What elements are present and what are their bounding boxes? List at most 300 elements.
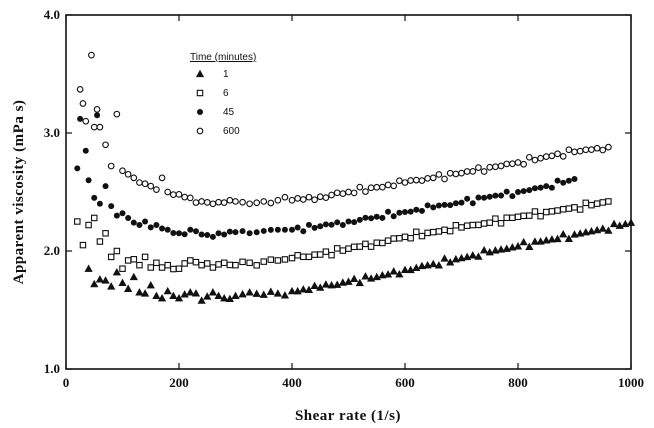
point-series-600: [363, 189, 369, 195]
point-series-600: [329, 192, 335, 198]
point-series-45: [362, 215, 368, 221]
point-series-45: [532, 185, 538, 191]
point-series-600: [176, 192, 182, 198]
point-series-1: [246, 289, 253, 295]
point-series-600: [470, 169, 476, 175]
point-series-600: [154, 187, 160, 193]
point-series-6: [318, 252, 323, 257]
point-series-600: [171, 192, 177, 198]
point-series-6: [92, 215, 97, 220]
point-series-6: [453, 223, 458, 228]
point-series-600: [89, 52, 95, 58]
point-series-600: [312, 197, 318, 203]
point-series-600: [430, 175, 436, 181]
point-series-600: [142, 181, 148, 187]
point-series-600: [282, 194, 288, 200]
point-series-45: [408, 209, 414, 215]
point-series-600: [606, 144, 612, 150]
point-series-6: [125, 258, 130, 263]
point-series-45: [475, 194, 481, 200]
point-series-45: [323, 221, 329, 227]
point-series-6: [268, 257, 273, 262]
point-series-1: [627, 219, 634, 225]
point-series-45: [402, 209, 408, 215]
point-series-45: [142, 219, 148, 225]
point-series-600: [385, 182, 391, 188]
point-series-600: [254, 200, 260, 206]
point-series-600: [120, 168, 126, 174]
point-series-6: [402, 234, 407, 239]
point-series-6: [240, 259, 245, 264]
point-series-600: [487, 164, 493, 170]
point-series-600: [108, 163, 114, 169]
point-series-45: [572, 176, 578, 182]
point-series-45: [419, 208, 425, 214]
point-series-6: [193, 259, 198, 264]
point-series-6: [120, 266, 125, 271]
point-series-1: [281, 292, 288, 298]
point-series-45: [442, 202, 448, 208]
point-series-600: [560, 154, 566, 160]
point-series-6: [594, 201, 599, 206]
point-series-1: [294, 288, 301, 294]
point-series-600: [306, 194, 312, 200]
point-series-45: [153, 222, 159, 228]
point-series-6: [254, 263, 259, 268]
point-series-6: [97, 239, 102, 244]
point-series-6: [464, 223, 469, 228]
point-series-1: [119, 279, 126, 285]
point-series-45: [385, 209, 391, 215]
point-series-1: [153, 292, 160, 298]
point-series-1: [192, 290, 199, 296]
point-series-6: [199, 262, 204, 267]
point-series-45: [396, 210, 402, 216]
point-series-1: [136, 289, 143, 295]
point-series-1: [260, 291, 267, 297]
point-series-45: [91, 195, 97, 201]
point-series-600: [521, 161, 527, 167]
point-series-1: [147, 282, 154, 288]
point-series-45: [74, 165, 80, 171]
point-series-1: [610, 220, 617, 226]
point-series-45: [374, 214, 380, 220]
point-series-45: [549, 185, 555, 191]
point-series-45: [425, 202, 431, 208]
point-series-45: [247, 230, 253, 236]
legend-label-6: 6: [223, 88, 229, 99]
point-series-6: [289, 255, 294, 260]
point-series-600: [295, 196, 301, 202]
point-series-1: [142, 290, 149, 296]
legend-marker-45: [197, 109, 203, 115]
point-series-45: [346, 219, 352, 225]
point-series-1: [125, 285, 132, 291]
legend-marker-6: [197, 90, 202, 95]
point-series-45: [300, 228, 306, 234]
y-tick-label: 3.0: [43, 125, 60, 140]
point-series-6: [233, 262, 238, 267]
point-series-1: [560, 231, 567, 237]
point-series-600: [210, 201, 216, 207]
point-series-600: [261, 199, 267, 205]
point-series-6: [459, 225, 464, 230]
point-series-6: [448, 228, 453, 233]
point-series-45: [464, 196, 470, 202]
point-series-1: [351, 275, 358, 281]
point-series-600: [323, 195, 329, 201]
point-series-600: [97, 124, 103, 130]
legend-label-600: 600: [223, 126, 240, 137]
point-series-1: [253, 290, 260, 296]
point-series-600: [268, 200, 274, 206]
point-series-6: [538, 213, 543, 218]
point-series-45: [317, 223, 323, 229]
point-series-45: [357, 217, 363, 223]
point-series-6: [600, 200, 605, 205]
point-series-6: [374, 240, 379, 245]
point-series-6: [606, 199, 611, 204]
point-series-600: [510, 161, 516, 167]
point-series-600: [346, 189, 352, 195]
point-series-6: [397, 236, 402, 241]
point-series-1: [300, 286, 307, 292]
point-series-6: [335, 246, 340, 251]
legend-label-1: 1: [223, 69, 229, 80]
point-series-6: [137, 262, 142, 267]
point-series-45: [379, 215, 385, 221]
point-series-6: [487, 220, 492, 225]
legend-label-45: 45: [223, 107, 235, 118]
point-series-600: [504, 161, 510, 167]
point-series-600: [148, 183, 154, 189]
point-series-600: [317, 194, 323, 200]
point-series-600: [408, 178, 414, 184]
point-series-6: [493, 216, 498, 221]
point-series-600: [301, 197, 307, 203]
point-series-45: [566, 178, 572, 184]
point-series-45: [210, 234, 216, 240]
point-series-600: [233, 199, 239, 205]
point-series-6: [75, 219, 80, 224]
point-series-6: [142, 254, 147, 259]
point-series-600: [374, 184, 380, 190]
point-series-45: [351, 219, 357, 225]
point-series-6: [306, 254, 311, 259]
point-series-45: [391, 213, 397, 219]
point-series-6: [275, 258, 280, 263]
point-series-45: [498, 192, 504, 198]
point-series-1: [430, 260, 437, 266]
x-axis-title: Shear rate (1/s): [294, 408, 402, 424]
y-tick-label: 1.0: [43, 361, 60, 376]
point-series-6: [510, 215, 515, 220]
point-series-45: [148, 224, 154, 230]
point-series-6: [476, 222, 481, 227]
point-series-600: [193, 200, 199, 206]
point-series-600: [80, 101, 86, 107]
point-series-45: [240, 228, 246, 234]
point-series-600: [532, 157, 538, 163]
point-series-600: [566, 147, 572, 153]
point-series-600: [447, 170, 453, 176]
point-series-600: [527, 155, 533, 161]
point-series-6: [114, 248, 119, 253]
point-series-600: [165, 189, 171, 195]
point-series-45: [515, 189, 521, 195]
legend-item-45: [197, 107, 235, 118]
point-series-600: [240, 199, 246, 205]
point-series-6: [222, 260, 227, 265]
point-series-6: [380, 240, 385, 245]
point-series-600: [380, 184, 386, 190]
point-series-45: [103, 183, 109, 189]
point-series-600: [453, 171, 459, 177]
point-series-600: [543, 154, 549, 160]
point-series-600: [91, 124, 97, 130]
point-series-600: [459, 170, 465, 176]
point-series-600: [549, 153, 555, 159]
point-series-6: [261, 259, 266, 264]
point-series-45: [470, 200, 476, 206]
point-series-6: [171, 266, 176, 271]
point-series-1: [599, 225, 606, 231]
point-series-6: [555, 208, 560, 213]
legend: [190, 52, 256, 137]
point-series-1: [481, 247, 488, 253]
point-series-6: [329, 252, 334, 257]
point-series-6: [481, 221, 486, 226]
point-series-600: [538, 155, 544, 161]
legend-items: [196, 69, 240, 137]
point-series-600: [131, 175, 137, 181]
point-series-600: [583, 147, 589, 153]
point-series-6: [165, 262, 170, 267]
point-series-6: [323, 249, 328, 254]
point-series-1: [469, 252, 476, 258]
point-series-45: [289, 227, 295, 233]
point-series-6: [504, 215, 509, 220]
point-series-45: [268, 227, 274, 233]
point-series-6: [188, 258, 193, 263]
point-series-6: [176, 266, 181, 271]
point-series-6: [436, 229, 441, 234]
point-series-45: [120, 210, 126, 216]
point-series-6: [515, 214, 520, 219]
point-series-45: [492, 193, 498, 199]
point-series-600: [221, 200, 227, 206]
point-series-6: [216, 262, 221, 267]
point-series-600: [125, 172, 131, 178]
point-series-6: [363, 241, 368, 246]
point-series-45: [504, 189, 510, 195]
point-series-1: [232, 292, 239, 298]
point-series-600: [572, 149, 578, 155]
point-series-6: [532, 209, 537, 214]
point-series-600: [391, 183, 397, 189]
point-series-6: [470, 222, 475, 227]
point-series-600: [247, 201, 253, 207]
point-series-45: [199, 231, 205, 237]
point-series-6: [589, 202, 594, 207]
point-series-45: [538, 185, 544, 191]
point-series-45: [340, 222, 346, 228]
point-series-45: [182, 231, 188, 237]
x-tick-label: 800: [508, 375, 528, 390]
point-series-600: [227, 197, 233, 203]
point-series-45: [447, 202, 453, 208]
data-points: [74, 52, 634, 303]
point-series-45: [125, 215, 131, 221]
point-series-1: [362, 273, 369, 279]
point-series-600: [594, 145, 600, 151]
point-series-45: [329, 222, 335, 228]
point-series-600: [493, 164, 499, 170]
point-series-6: [498, 221, 503, 226]
point-series-1: [187, 289, 194, 295]
point-series-600: [397, 178, 403, 184]
point-series-45: [334, 219, 340, 225]
point-series-600: [357, 184, 363, 190]
point-series-45: [306, 222, 312, 228]
point-series-45: [312, 225, 318, 231]
point-series-600: [419, 178, 425, 184]
point-series-6: [431, 229, 436, 234]
legend-title: Time (minutes): [190, 52, 257, 63]
y-tick-label: 4.0: [43, 7, 60, 22]
point-series-600: [334, 190, 340, 196]
point-series-6: [210, 265, 215, 270]
point-series-1: [503, 245, 510, 251]
point-series-6: [414, 229, 419, 234]
point-series-600: [77, 87, 83, 93]
point-series-6: [227, 262, 232, 267]
point-series-45: [221, 231, 227, 237]
y-axis-title: Apparent viscosity (mPa s): [11, 99, 27, 285]
point-series-45: [555, 178, 561, 184]
point-series-600: [182, 194, 188, 200]
point-series-45: [193, 228, 199, 234]
series-600: [77, 52, 611, 206]
point-series-600: [103, 142, 109, 148]
series-6: [75, 199, 612, 272]
point-series-600: [199, 199, 205, 205]
legend-item-1: [196, 69, 229, 80]
point-series-6: [154, 260, 159, 265]
y-tick-label: 2.0: [43, 243, 60, 258]
point-series-600: [555, 151, 561, 157]
point-series-600: [188, 195, 194, 201]
point-series-6: [182, 261, 187, 266]
point-series-6: [544, 209, 549, 214]
point-series-6: [408, 236, 413, 241]
point-series-600: [83, 118, 89, 124]
point-series-1: [108, 283, 115, 289]
point-series-6: [109, 254, 114, 259]
point-series-45: [176, 230, 182, 236]
point-series-6: [357, 244, 362, 249]
point-series-45: [413, 207, 419, 213]
point-series-1: [215, 292, 222, 298]
point-series-6: [295, 253, 300, 258]
point-series-45: [430, 204, 436, 210]
point-series-6: [521, 213, 526, 218]
point-series-600: [216, 199, 222, 205]
point-series-600: [275, 197, 281, 203]
point-series-45: [481, 195, 487, 201]
point-series-6: [346, 246, 351, 251]
point-series-1: [239, 291, 246, 297]
point-series-6: [159, 265, 164, 270]
point-series-45: [94, 112, 100, 118]
point-series-1: [102, 277, 109, 283]
point-series-600: [577, 148, 583, 154]
point-series-600: [436, 172, 442, 178]
point-series-45: [261, 228, 267, 234]
point-series-45: [136, 222, 142, 228]
point-series-45: [83, 148, 89, 154]
point-series-45: [77, 116, 83, 122]
point-series-6: [368, 244, 373, 249]
point-series-1: [322, 281, 329, 287]
legend-marker-1: [196, 70, 203, 76]
point-series-6: [561, 207, 566, 212]
point-series-1: [267, 288, 274, 294]
point-series-45: [560, 180, 566, 186]
point-series-600: [600, 147, 606, 153]
point-series-6: [425, 230, 430, 235]
point-series-6: [351, 244, 356, 249]
point-series-45: [114, 213, 120, 219]
point-series-6: [572, 205, 577, 210]
x-tick-label: 600: [395, 375, 415, 390]
point-series-600: [340, 191, 346, 197]
point-series-45: [187, 227, 193, 233]
point-series-45: [521, 188, 527, 194]
point-series-600: [137, 180, 143, 186]
point-series-6: [340, 248, 345, 253]
point-series-6: [583, 200, 588, 205]
point-series-6: [205, 261, 210, 266]
point-series-1: [594, 227, 601, 233]
point-series-1: [130, 273, 137, 279]
point-series-6: [385, 238, 390, 243]
x-tick-label: 0: [62, 375, 70, 390]
point-series-45: [204, 232, 210, 238]
x-tick-label: 200: [169, 375, 189, 390]
point-series-1: [209, 289, 216, 295]
point-series-6: [391, 236, 396, 241]
point-series-45: [368, 215, 374, 221]
point-series-45: [459, 200, 465, 206]
point-series-45: [86, 177, 92, 183]
legend-item-6: [197, 88, 229, 99]
x-tick-labels: [63, 375, 644, 390]
point-series-600: [481, 169, 487, 175]
point-series-6: [247, 260, 252, 265]
point-series-1: [305, 286, 312, 292]
point-series-1: [311, 282, 318, 288]
point-series-45: [233, 229, 239, 235]
point-series-1: [475, 253, 482, 259]
point-series-600: [289, 197, 295, 203]
point-series-1: [274, 290, 281, 296]
x-tick-label: 1000: [618, 375, 644, 390]
point-series-45: [295, 225, 301, 231]
point-series-600: [476, 165, 482, 171]
point-series-45: [216, 230, 222, 236]
point-series-600: [414, 177, 420, 183]
